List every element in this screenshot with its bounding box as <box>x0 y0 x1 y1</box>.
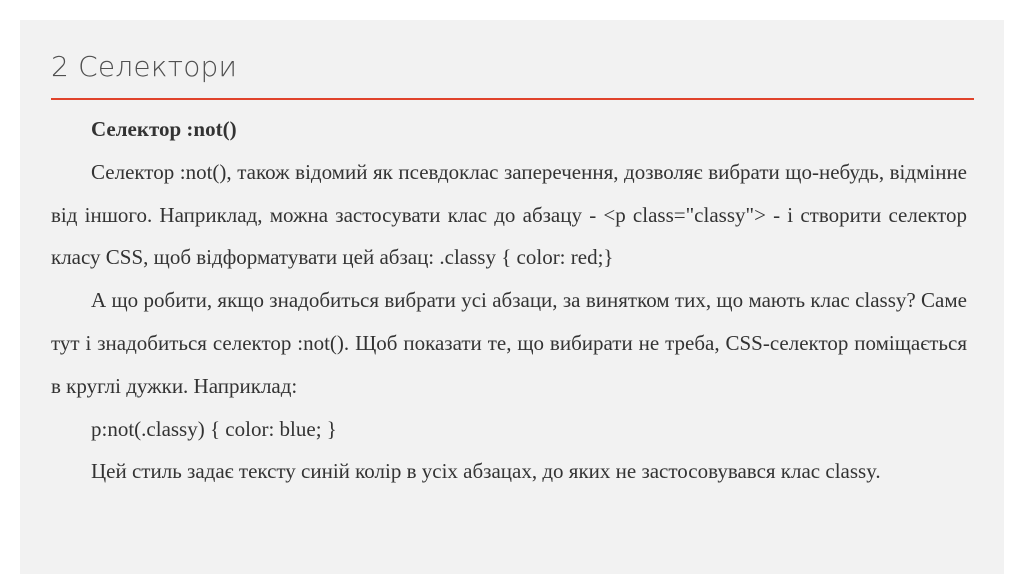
paragraph-explanation: Цей стиль задає тексту синій колір в усіх абзацах, до яких не застосовувався клас classy. <box>91 459 881 484</box>
slide <box>20 20 1004 574</box>
paragraph-definition: Селектор :not(), також відомий як псевдоклас заперечення, дозволяє вибрати що-небудь, відмінне від іншого. Наприклад, можна застосувати клас до абзацу - <p class="classy"> - і створити селектор класу CSS, щоб відформатувати цей абзац: .classy { color: red;} <box>51 159 967 270</box>
code-example: p:not(.classy) { color: blue; } <box>91 416 337 441</box>
paragraph-usage: А що робити, якщо знадобиться вибрати усі абзаци, за винятком тих, що мають клас classy? Саме тут і знадобиться селектор :not(). Щоб показати те, що вибирати не треба, CSS-селектор поміщається в круглі дужки. Наприклад: <box>51 288 967 398</box>
slide-title: 2 Селектори <box>51 50 238 83</box>
section-heading: Селектор :not() <box>91 117 237 141</box>
slide-body <box>51 108 967 493</box>
title-divider <box>51 98 974 100</box>
